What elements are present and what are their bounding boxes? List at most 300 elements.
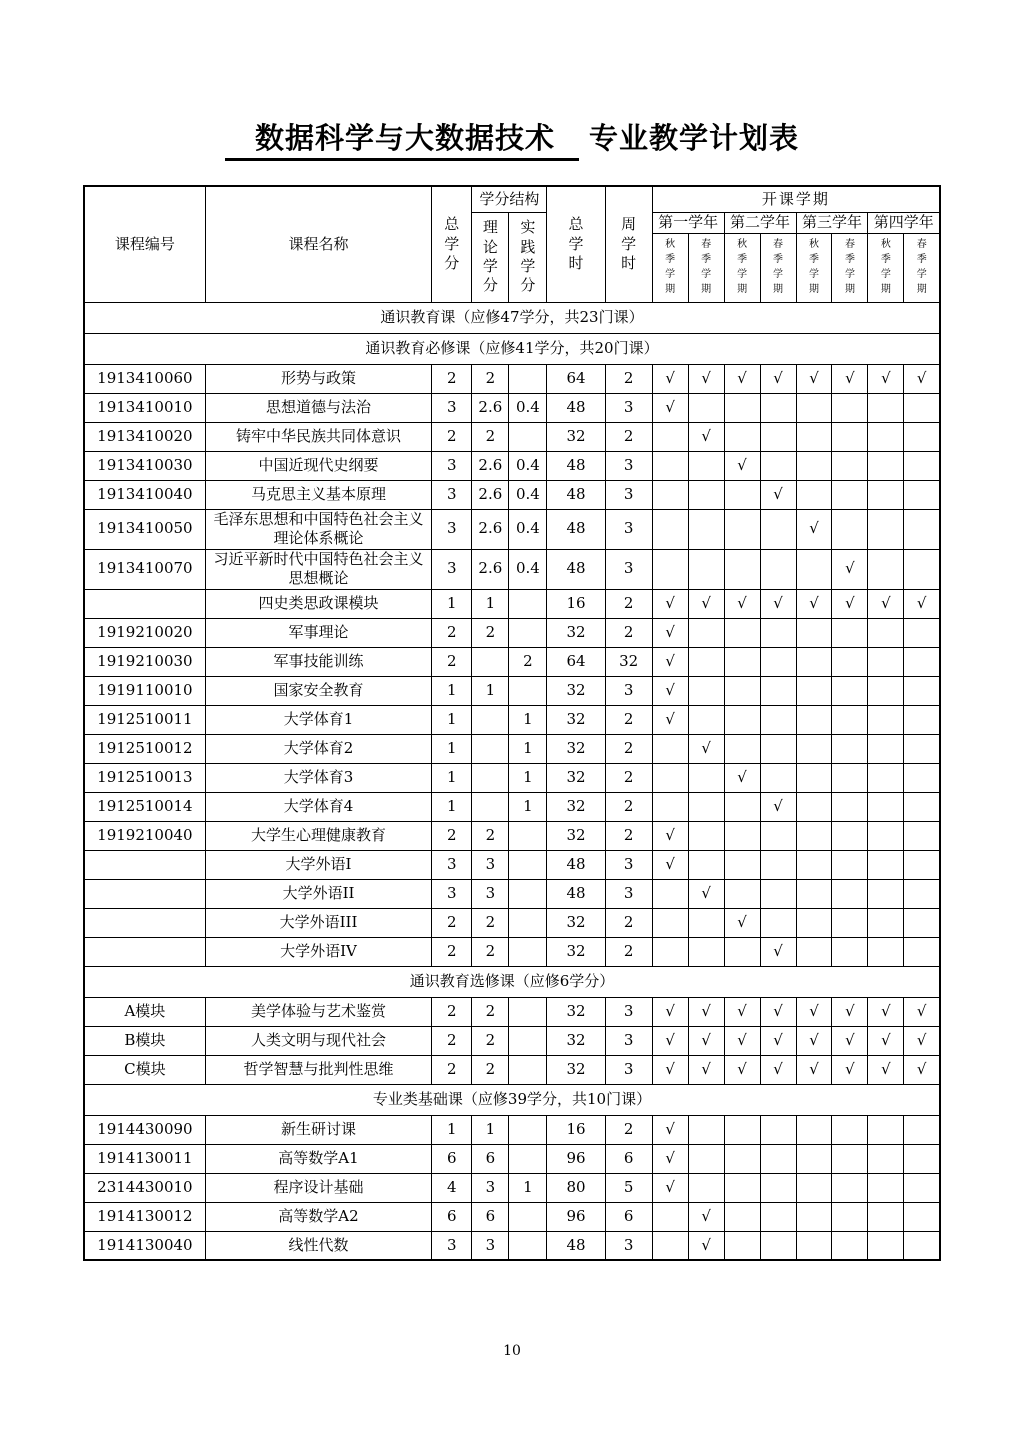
semester-check-cell: √ <box>760 480 796 509</box>
theory-credits-cell <box>472 734 509 763</box>
title-suffix: 专业教学计划表 <box>589 121 800 155</box>
semester-check-cell <box>868 1202 904 1231</box>
course-row <box>84 850 940 879</box>
semester-check-cell: √ <box>652 647 688 676</box>
practice-credits-cell <box>509 1144 547 1173</box>
semester-check-cell <box>868 908 904 937</box>
semester-check-cell <box>904 422 940 451</box>
course-code-cell <box>84 589 205 618</box>
semester-check-cell <box>760 1173 796 1202</box>
total-credits-cell: 6 <box>432 1144 472 1173</box>
total-hours-label: 总学时 <box>568 215 584 272</box>
semester-check-cell: √ <box>652 589 688 618</box>
header-fall-semester-y1 <box>652 233 688 302</box>
semester-check-cell: √ <box>688 1026 724 1055</box>
semester-check-cell <box>832 1173 868 1202</box>
total-credits-cell: 1 <box>432 763 472 792</box>
course-row <box>84 480 940 509</box>
weekly-hours-cell: 3 <box>605 1026 652 1055</box>
weekly-hours-cell: 2 <box>605 618 652 647</box>
course-name-cell: 高等数学A1 <box>205 1144 431 1173</box>
course-row <box>84 821 940 850</box>
weekly-hours-cell: 2 <box>605 908 652 937</box>
semester-check-cell: √ <box>652 364 688 393</box>
semester-check-cell: √ <box>904 589 940 618</box>
semester-check-cell: √ <box>652 1115 688 1144</box>
theory-credits-cell: 2 <box>472 422 509 451</box>
semester-check-cell <box>760 1202 796 1231</box>
semester-check-cell <box>868 676 904 705</box>
practice-credits-cell: 1 <box>509 734 547 763</box>
header-total-hours <box>547 186 605 302</box>
course-name-cell: 中国近现代史纲要 <box>205 451 431 480</box>
semester-check-cell: √ <box>760 1055 796 1084</box>
semester-check-cell <box>832 393 868 422</box>
practice-credits-cell <box>509 1202 547 1231</box>
semester-check-cell <box>796 1115 832 1144</box>
total-hours-cell: 96 <box>547 1144 605 1173</box>
semester-check-cell <box>796 1231 832 1260</box>
semester-check-cell <box>724 618 760 647</box>
course-name-cell: 美学体验与艺术鉴赏 <box>205 997 431 1026</box>
semester-check-cell <box>796 480 832 509</box>
semester-check-cell <box>724 1202 760 1231</box>
practice-credits-cell <box>509 908 547 937</box>
course-code-cell: 1913410030 <box>84 451 205 480</box>
semester-check-cell <box>796 618 832 647</box>
semester-check-cell <box>796 393 832 422</box>
semester-check-cell <box>688 480 724 509</box>
header-weekly-hours <box>605 186 652 302</box>
semester-check-cell <box>904 549 940 589</box>
total-credits-cell: 4 <box>432 1173 472 1202</box>
total-credits-cell: 3 <box>432 1231 472 1260</box>
total-credits-cell: 1 <box>432 705 472 734</box>
semester-check-cell <box>832 937 868 966</box>
total-hours-cell: 48 <box>547 480 605 509</box>
header-year-1: 第一学年 <box>652 212 724 233</box>
semester-check-cell <box>904 1144 940 1173</box>
header-year-2: 第二学年 <box>724 212 796 233</box>
semester-check-cell <box>832 1202 868 1231</box>
course-row <box>84 908 940 937</box>
course-name-cell: 形势与政策 <box>205 364 431 393</box>
semester-check-cell <box>688 1115 724 1144</box>
course-row <box>84 676 940 705</box>
weekly-hours-cell: 2 <box>605 792 652 821</box>
course-code-cell: 1919210020 <box>84 618 205 647</box>
total-credits-cell: 3 <box>432 509 472 549</box>
total-hours-cell: 32 <box>547 821 605 850</box>
theory-credits-cell: 3 <box>472 850 509 879</box>
course-row <box>84 1231 940 1260</box>
course-code-cell <box>84 908 205 937</box>
total-hours-cell: 32 <box>547 734 605 763</box>
semester-check-cell <box>796 821 832 850</box>
spring-semester-label: 春季学期 <box>916 239 927 296</box>
course-name-cell: 习近平新时代中国特色社会主义思想概论 <box>205 549 431 589</box>
weekly-hours-cell: 3 <box>605 850 652 879</box>
semester-check-cell: √ <box>724 364 760 393</box>
semester-check-cell <box>832 422 868 451</box>
spring-semester-label: 春季学期 <box>701 239 712 296</box>
semester-check-cell <box>904 647 940 676</box>
weekly-hours-label: 周学时 <box>621 215 637 272</box>
total-credits-cell: 6 <box>432 1202 472 1231</box>
semester-check-cell: √ <box>688 734 724 763</box>
semester-check-cell: √ <box>652 1055 688 1084</box>
semester-check-cell <box>724 647 760 676</box>
course-name-cell: 国家安全教育 <box>205 676 431 705</box>
theory-credits-cell: 2.6 <box>472 393 509 422</box>
course-row <box>84 589 940 618</box>
total-hours-cell: 32 <box>547 792 605 821</box>
semester-check-cell <box>652 1202 688 1231</box>
course-name-cell: 大学生心理健康教育 <box>205 821 431 850</box>
header-spring-semester-y2 <box>760 233 796 302</box>
practice-credits-cell <box>509 1026 547 1055</box>
semester-check-cell <box>688 618 724 647</box>
course-code-cell: 1912510014 <box>84 792 205 821</box>
semester-check-cell: √ <box>832 1055 868 1084</box>
semester-check-cell <box>688 509 724 549</box>
course-row <box>84 364 940 393</box>
semester-check-cell <box>724 792 760 821</box>
semester-check-cell: √ <box>688 1231 724 1260</box>
semester-check-cell <box>904 618 940 647</box>
total-hours-cell: 32 <box>547 618 605 647</box>
practice-credits-cell <box>509 821 547 850</box>
semester-check-cell <box>868 618 904 647</box>
semester-check-cell <box>868 393 904 422</box>
major-name: 数据科学与大数据技术 <box>225 121 579 161</box>
course-code-cell: 1919110010 <box>84 676 205 705</box>
semester-check-cell <box>724 821 760 850</box>
semester-check-cell <box>760 549 796 589</box>
total-hours-cell: 16 <box>547 1115 605 1144</box>
weekly-hours-cell: 2 <box>605 1115 652 1144</box>
total-hours-cell: 32 <box>547 1055 605 1084</box>
course-name-cell: 人类文明与现代社会 <box>205 1026 431 1055</box>
header-year-4: 第四学年 <box>868 212 940 233</box>
course-name-cell: 新生研讨课 <box>205 1115 431 1144</box>
semester-check-cell: √ <box>688 1055 724 1084</box>
header-spring-semester-y4 <box>904 233 940 302</box>
semester-check-cell: √ <box>688 1202 724 1231</box>
semester-check-cell: √ <box>832 364 868 393</box>
semester-check-cell <box>904 1115 940 1144</box>
semester-check-cell <box>760 676 796 705</box>
total-hours-cell: 32 <box>547 422 605 451</box>
total-credits-cell: 1 <box>432 676 472 705</box>
practice-credits-cell: 1 <box>509 792 547 821</box>
course-row <box>84 647 940 676</box>
semester-check-cell <box>724 705 760 734</box>
weekly-hours-cell: 3 <box>605 451 652 480</box>
header-course-name: 课程名称 <box>205 186 431 302</box>
semester-check-cell: √ <box>652 850 688 879</box>
practice-credits-cell <box>509 937 547 966</box>
total-hours-cell: 64 <box>547 364 605 393</box>
theory-credits-cell: 3 <box>472 1231 509 1260</box>
semester-check-cell <box>868 1115 904 1144</box>
semester-check-cell <box>868 763 904 792</box>
semester-check-cell: √ <box>652 676 688 705</box>
semester-check-cell: √ <box>724 451 760 480</box>
course-row <box>84 1173 940 1202</box>
total-hours-cell: 32 <box>547 763 605 792</box>
weekly-hours-cell: 2 <box>605 763 652 792</box>
weekly-hours-cell: 5 <box>605 1173 652 1202</box>
semester-check-cell: √ <box>832 549 868 589</box>
total-credits-cell: 3 <box>432 879 472 908</box>
course-code-cell: 1914430090 <box>84 1115 205 1144</box>
semester-check-cell: √ <box>904 1026 940 1055</box>
semester-check-cell <box>904 1231 940 1260</box>
total-hours-cell: 48 <box>547 393 605 422</box>
semester-check-cell <box>868 1231 904 1260</box>
semester-check-cell <box>796 850 832 879</box>
semester-check-cell <box>760 509 796 549</box>
semester-check-cell <box>796 937 832 966</box>
course-name-cell: 大学外语II <box>205 879 431 908</box>
course-row <box>84 618 940 647</box>
semester-check-cell <box>832 734 868 763</box>
semester-check-cell: √ <box>652 1144 688 1173</box>
course-name-cell: 思想道德与法治 <box>205 393 431 422</box>
practice-credits-cell <box>509 589 547 618</box>
weekly-hours-cell: 3 <box>605 480 652 509</box>
total-credits-cell: 3 <box>432 393 472 422</box>
semester-check-cell <box>868 647 904 676</box>
course-code-cell: 1913410020 <box>84 422 205 451</box>
semester-check-cell <box>904 763 940 792</box>
semester-check-cell <box>868 1144 904 1173</box>
semester-check-cell <box>652 763 688 792</box>
semester-check-cell <box>904 705 940 734</box>
practice-credits-cell <box>509 676 547 705</box>
semester-check-cell <box>904 937 940 966</box>
weekly-hours-cell: 32 <box>605 647 652 676</box>
semester-check-cell: √ <box>724 589 760 618</box>
semester-check-cell <box>760 1115 796 1144</box>
course-name-cell: 线性代数 <box>205 1231 431 1260</box>
semester-check-cell <box>868 705 904 734</box>
semester-check-cell <box>904 393 940 422</box>
semester-check-cell <box>796 422 832 451</box>
theory-credits-cell: 1 <box>472 676 509 705</box>
theory-credits-label: 理论学分 <box>482 218 498 295</box>
total-credits-cell: 1 <box>432 589 472 618</box>
semester-check-cell <box>652 792 688 821</box>
semester-check-cell <box>688 792 724 821</box>
semester-check-cell <box>868 451 904 480</box>
semester-check-cell <box>832 480 868 509</box>
theory-credits-cell <box>472 705 509 734</box>
total-credits-cell: 2 <box>432 908 472 937</box>
semester-check-cell: √ <box>760 792 796 821</box>
practice-credits-cell: 0.4 <box>509 549 547 589</box>
semester-check-cell <box>832 879 868 908</box>
semester-check-cell: √ <box>724 1026 760 1055</box>
semester-check-cell <box>904 850 940 879</box>
semester-check-cell: √ <box>796 364 832 393</box>
semester-check-cell: √ <box>652 821 688 850</box>
semester-check-cell <box>688 850 724 879</box>
semester-check-cell <box>904 734 940 763</box>
course-code-cell: 1914130011 <box>84 1144 205 1173</box>
semester-check-cell <box>868 821 904 850</box>
header-year-3: 第三学年 <box>796 212 868 233</box>
semester-check-cell <box>868 422 904 451</box>
total-credits-cell: 2 <box>432 821 472 850</box>
course-name-cell: 大学外语IV <box>205 937 431 966</box>
semester-check-cell <box>904 908 940 937</box>
semester-check-cell <box>724 509 760 549</box>
semester-check-cell <box>832 509 868 549</box>
semester-check-cell <box>688 763 724 792</box>
course-code-cell: 1913410060 <box>84 364 205 393</box>
semester-check-cell: √ <box>652 705 688 734</box>
semester-check-cell <box>652 879 688 908</box>
course-name-cell: 军事理论 <box>205 618 431 647</box>
semester-check-cell: √ <box>868 1026 904 1055</box>
header-fall-semester-y3 <box>796 233 832 302</box>
semester-check-cell <box>796 451 832 480</box>
total-hours-cell: 48 <box>547 451 605 480</box>
course-row <box>84 509 940 549</box>
section-label: 专业类基础课（应修39学分，共10门课） <box>84 1084 940 1115</box>
theory-credits-cell: 6 <box>472 1144 509 1173</box>
semester-check-cell <box>904 821 940 850</box>
course-code-cell: 1913410010 <box>84 393 205 422</box>
semester-check-cell <box>796 908 832 937</box>
semester-check-cell: √ <box>904 1055 940 1084</box>
teaching-plan-table <box>83 185 941 1261</box>
practice-credits-label: 实践学分 <box>520 218 536 295</box>
header-fall-semester-y4 <box>868 233 904 302</box>
total-hours-cell: 48 <box>547 879 605 908</box>
semester-check-cell <box>868 850 904 879</box>
course-name-cell: 马克思主义基本原理 <box>205 480 431 509</box>
semester-check-cell: √ <box>724 1055 760 1084</box>
course-name-cell: 大学外语III <box>205 908 431 937</box>
total-credits-cell: 2 <box>432 422 472 451</box>
theory-credits-cell: 2 <box>472 821 509 850</box>
practice-credits-cell: 0.4 <box>509 451 547 480</box>
semester-check-cell <box>724 549 760 589</box>
total-hours-cell: 48 <box>547 549 605 589</box>
theory-credits-cell: 2 <box>472 997 509 1026</box>
course-code-cell: A模块 <box>84 997 205 1026</box>
course-name-cell: 大学体育4 <box>205 792 431 821</box>
spring-semester-label: 春季学期 <box>773 239 784 296</box>
total-credits-cell: 2 <box>432 364 472 393</box>
semester-check-cell <box>688 1144 724 1173</box>
weekly-hours-cell: 2 <box>605 734 652 763</box>
total-credits-cell: 2 <box>432 618 472 647</box>
semester-check-cell <box>796 549 832 589</box>
semester-check-cell <box>724 1115 760 1144</box>
course-code-cell <box>84 879 205 908</box>
semester-check-cell <box>832 821 868 850</box>
total-hours-cell: 48 <box>547 1231 605 1260</box>
weekly-hours-cell: 2 <box>605 422 652 451</box>
semester-check-cell <box>904 676 940 705</box>
weekly-hours-cell: 3 <box>605 1231 652 1260</box>
section-label: 通识教育必修课（应修41学分，共20门课） <box>84 333 940 364</box>
semester-check-cell <box>832 1231 868 1260</box>
semester-check-cell <box>688 1173 724 1202</box>
weekly-hours-cell: 2 <box>605 589 652 618</box>
semester-check-cell <box>688 549 724 589</box>
weekly-hours-cell: 3 <box>605 509 652 549</box>
semester-check-cell <box>688 705 724 734</box>
theory-credits-cell: 1 <box>472 589 509 618</box>
semester-check-cell <box>904 451 940 480</box>
course-code-cell: 1914130040 <box>84 1231 205 1260</box>
header-practice-credits <box>509 212 547 302</box>
course-name-cell: 军事技能训练 <box>205 647 431 676</box>
header-spring-semester-y1 <box>688 233 724 302</box>
weekly-hours-cell: 3 <box>605 1055 652 1084</box>
total-credits-label: 总学分 <box>444 215 460 272</box>
practice-credits-cell: 1 <box>509 1173 547 1202</box>
semester-check-cell <box>868 937 904 966</box>
semester-check-cell <box>688 393 724 422</box>
semester-check-cell <box>688 647 724 676</box>
total-hours-cell: 32 <box>547 937 605 966</box>
semester-check-cell <box>832 792 868 821</box>
total-credits-cell: 3 <box>432 480 472 509</box>
practice-credits-cell <box>509 879 547 908</box>
course-row <box>84 393 940 422</box>
semester-check-cell <box>796 1144 832 1173</box>
total-hours-cell: 32 <box>547 676 605 705</box>
course-name-cell: 大学体育1 <box>205 705 431 734</box>
semester-check-cell <box>724 937 760 966</box>
practice-credits-cell <box>509 1055 547 1084</box>
semester-check-cell <box>904 1202 940 1231</box>
semester-check-cell <box>796 1173 832 1202</box>
semester-check-cell <box>724 879 760 908</box>
course-code-cell: 1919210040 <box>84 821 205 850</box>
total-credits-cell: 3 <box>432 850 472 879</box>
total-credits-cell: 2 <box>432 1055 472 1084</box>
total-hours-cell: 32 <box>547 997 605 1026</box>
total-credits-cell: 1 <box>432 734 472 763</box>
weekly-hours-cell: 6 <box>605 1144 652 1173</box>
semester-check-cell <box>652 908 688 937</box>
semester-check-cell: √ <box>652 1026 688 1055</box>
semester-check-cell <box>652 422 688 451</box>
total-credits-cell: 2 <box>432 647 472 676</box>
semester-check-cell <box>868 509 904 549</box>
course-table-body <box>84 302 940 1260</box>
semester-check-cell <box>868 549 904 589</box>
semester-check-cell <box>688 451 724 480</box>
semester-check-cell: √ <box>796 589 832 618</box>
semester-check-cell <box>652 549 688 589</box>
semester-check-cell <box>904 1173 940 1202</box>
course-name-cell: 高等数学A2 <box>205 1202 431 1231</box>
semester-check-cell <box>760 1144 796 1173</box>
semester-check-cell <box>832 850 868 879</box>
practice-credits-cell: 1 <box>509 705 547 734</box>
total-credits-cell: 3 <box>432 451 472 480</box>
header-spring-semester-y3 <box>832 233 868 302</box>
course-row <box>84 792 940 821</box>
